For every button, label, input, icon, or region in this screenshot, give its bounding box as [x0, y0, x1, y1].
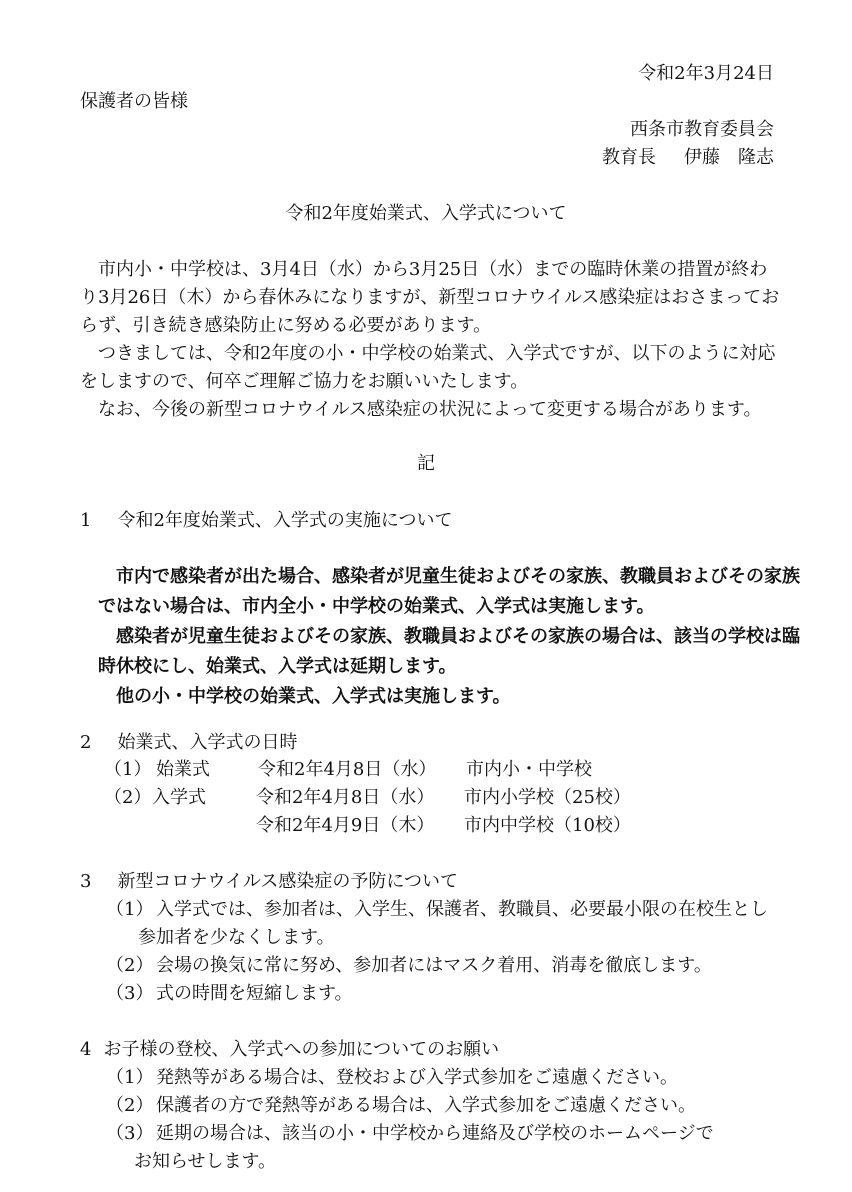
list-item-number: （2） [106, 955, 154, 976]
schedule-row-target: 市内中学校（10校） [464, 815, 631, 836]
section-1-bold-2: 感染者が児童生徒およびその家族、教職員およびその家族の場合は、該当の学校は臨時休校にし、始業式、入学式は延期します。 [98, 626, 800, 677]
list-item-text: 入学式では、参加者は、入学生、保護者、教職員、必要最小限の在校生とし [156, 899, 768, 920]
list-item-number: （1） [106, 899, 154, 920]
document-title: 令和2年度始業式、入学式について [285, 203, 567, 224]
section-1-number: 1 [80, 510, 92, 531]
schedule-row-target: 市内小学校（25校） [464, 787, 631, 808]
sender-title: 教育長 [602, 147, 656, 168]
list-item-text: 発熱等がある場合は、登校および入学式参加をご遠慮ください。 [156, 1067, 678, 1088]
list-item-number: （3） [106, 983, 154, 1004]
section-3-title: 新型コロナウイルス感染症の予防について [117, 871, 459, 892]
schedule-row-label: 入学式 [152, 787, 206, 808]
section-1-bold-1: 市内で感染者が出た場合、感染者が児童生徒およびその家族、教職員およびその家族ではない場合は、市内全小・中学校の始業式、入学式は実施します。 [98, 566, 800, 617]
section-4-heading [80, 1036, 499, 1064]
sender-signature [602, 144, 774, 172]
list-item-text: 延期の場合は、該当の小・中学校から連絡及び学校のホームページで [156, 1123, 714, 1144]
schedule-row-label: 始業式 [156, 759, 210, 780]
section-1-bold-3: 他の小・中学校の始業式、入学式は実施します。 [116, 686, 511, 707]
section-3-heading [80, 868, 458, 896]
section-4-title: お子様の登校、入学式への参加についてのお願い [103, 1039, 500, 1060]
section-1-title: 令和2年度始業式、入学式の実施について [117, 510, 453, 531]
intro-block [80, 256, 780, 424]
schedule-row-date: 令和2年4月9日（木） [256, 815, 435, 836]
schedule-row-target: 市内小・中学校 [466, 759, 592, 780]
schedule-row-date: 令和2年4月8日（水） [258, 759, 437, 780]
list-item-number: （2） [106, 1095, 154, 1116]
list-item-text-continued: お知らせします。 [134, 1151, 277, 1172]
section-2-heading [80, 729, 297, 757]
schedule-row-date: 令和2年4月8日（水） [256, 787, 435, 808]
intro-paragraph-3: なお、今後の新型コロナウイルス感染症の状況によって変更する場合があります。 [98, 399, 762, 420]
document-date: 令和2年3月24日 [638, 63, 774, 84]
list-item-text: 会場の換気に常に努め、参加者にはマスク着用、消毒を徹底します。 [156, 955, 712, 976]
addressee: 保護者の皆様 [80, 91, 188, 112]
intro-paragraph-1: 市内小・中学校は、3月4日（水）から3月25日（水）までの臨時休業の措置が終わり3月26日（木）から春休みになりますが、新型コロナウイルス感染症はおさまっておらず、引き続き感染防止に努める必要があります。 [80, 259, 780, 336]
section-3-number: 3 [80, 871, 92, 892]
schedule-row-num: （2） [104, 787, 152, 808]
section-1-body [98, 562, 810, 712]
sender-name: 伊藤 隆志 [684, 147, 774, 168]
ki-mark: 記 [417, 453, 435, 474]
section-4-number: 4 [80, 1039, 92, 1060]
section-2-number: 2 [80, 732, 92, 753]
list-item-text: 式の時間を短縮します。 [156, 983, 353, 1004]
list-item-number: （1） [106, 1067, 154, 1088]
section-2-title: 始業式、入学式の日時 [117, 732, 298, 753]
schedule-row-num: （1） [104, 759, 152, 780]
sender-org: 西条市教育委員会 [630, 119, 774, 140]
list-item-text-continued: 参加者を少なくします。 [138, 927, 335, 948]
section-1-heading [80, 507, 453, 535]
list-item-text: 保護者の方で発熱等がある場合は、入学式参加をご遠慮ください。 [156, 1095, 696, 1116]
list-item-number: （3） [106, 1123, 154, 1144]
intro-paragraph-2: つきましては、令和2年度の小・中学校の始業式、入学式ですが、以下のように対応をしますので、何卒ご理解ご協力をお願いいたします。 [80, 343, 776, 392]
